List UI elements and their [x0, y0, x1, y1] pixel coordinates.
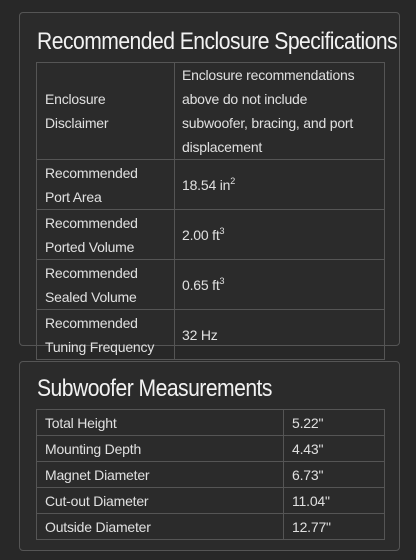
- spec-value-text: 0.65 ft: [182, 276, 220, 293]
- measurement-value: 12.77": [284, 514, 385, 540]
- enclosure-specs-title: Recommended Enclosure Specifications: [37, 28, 398, 55]
- measurement-label: Total Height: [37, 410, 284, 436]
- subwoofer-measurements-table: [36, 409, 385, 540]
- measurement-value: 6.73": [284, 462, 385, 488]
- spec-label: Recommended Ported Volume: [37, 210, 175, 260]
- spec-value: [175, 260, 385, 310]
- subwoofer-measurements-title: Subwoofer Measurements: [37, 375, 272, 402]
- measurement-value: 11.04": [284, 488, 385, 514]
- spec-label: Recommended Port Area: [37, 160, 175, 210]
- measurement-label: Cut-out Diameter: [37, 488, 284, 514]
- table-row: [37, 514, 385, 540]
- table-row: [37, 410, 385, 436]
- spec-value: [175, 310, 385, 360]
- measurement-value: 4.43": [284, 436, 385, 462]
- spec-value-text: 32 Hz: [182, 326, 218, 343]
- spec-value-text: 18.54 in: [182, 176, 231, 193]
- measurement-label: Mounting Depth: [37, 436, 284, 462]
- table-row: [37, 436, 385, 462]
- measurement-value: 5.22": [284, 410, 385, 436]
- table-row: [37, 260, 385, 310]
- spec-value: [175, 210, 385, 260]
- enclosure-specs-panel: [19, 12, 400, 355]
- spec-label: Recommended Tuning Frequency: [37, 310, 175, 360]
- table-row: [37, 210, 385, 260]
- table-row: [37, 63, 385, 160]
- measurement-label: Magnet Diameter: [37, 462, 284, 488]
- spec-value-unit-exponent: 3: [219, 275, 225, 286]
- spec-value-unit-exponent: 2: [230, 175, 236, 186]
- spec-value-text: Enclosure recommendations above do not include subwoofer, bracing, and port displacement: [182, 67, 355, 155]
- table-row: [37, 488, 385, 514]
- table-row: [37, 310, 385, 360]
- spec-value: [175, 160, 385, 210]
- spec-value-unit-exponent: 3: [219, 225, 225, 236]
- spec-value: [175, 63, 385, 160]
- table-row: [37, 462, 385, 488]
- spec-value-text: 2.00 ft: [182, 226, 220, 243]
- spec-label: Recommended Sealed Volume: [37, 260, 175, 310]
- enclosure-specs-table: [36, 62, 385, 360]
- table-row: [37, 160, 385, 210]
- subwoofer-measurements-panel: [19, 361, 400, 551]
- spec-label: Enclosure Disclaimer: [37, 63, 175, 160]
- measurement-label: Outside Diameter: [37, 514, 284, 540]
